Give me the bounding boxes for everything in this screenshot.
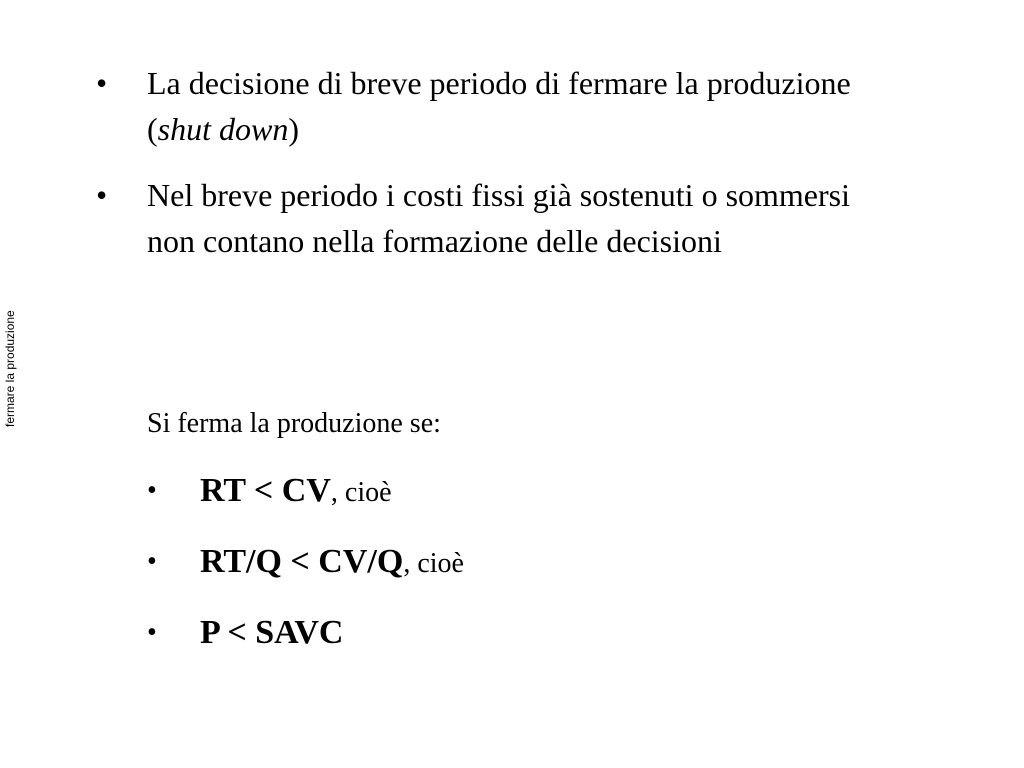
bullet-text: Nel breve periodo i costi fissi già sostenuti o sommersi non contano nella formazione delle decisioni [147,177,850,259]
bullet-icon: • [147,546,157,577]
bullet-icon: • [147,617,157,648]
condition-suffix: , cioè [403,548,464,579]
condition-list [147,468,464,681]
shut-down-emphasis: shut down [157,111,289,147]
bullet-icon: • [147,475,157,506]
condition-expression: RT/Q < CV/Q [200,543,404,580]
condition-expression: P < SAVC [200,614,344,651]
condition-heading: Si ferma la produzione se: [147,408,441,439]
bullet-item-sunk-costs [96,172,896,264]
condition-item [147,468,464,539]
bullet-item-shut-down [96,60,896,152]
main-bullet-list [96,60,896,284]
condition-suffix: , cioè [330,477,392,508]
bullet-icon: • [96,177,108,213]
condition-item [147,539,464,610]
condition-item [147,610,464,681]
bullet-text [147,65,851,147]
bullet-text-start: La decisione di breve periodo di fermare la produzione ( [147,65,851,147]
bullet-icon: • [96,65,108,101]
side-label: fermare la produzione [3,310,17,427]
bullet-text-end: ) [288,111,299,147]
condition-expression: RT < CV [200,472,331,509]
